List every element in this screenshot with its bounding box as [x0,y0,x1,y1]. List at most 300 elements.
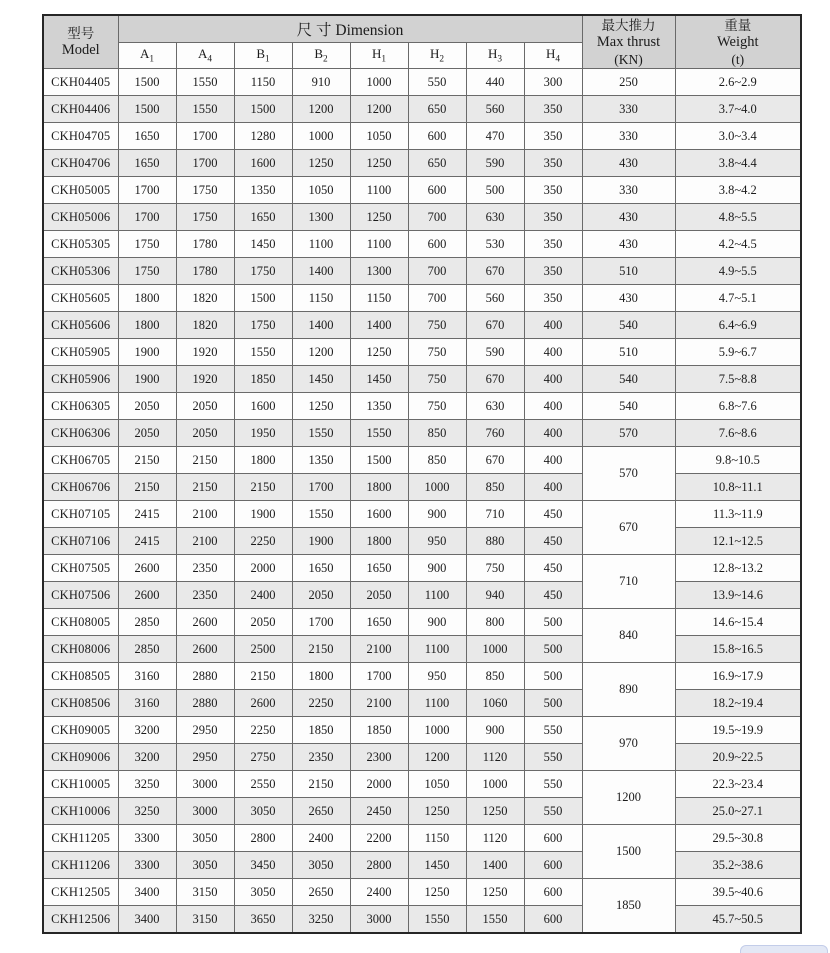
dimension-cell: 2250 [234,528,292,555]
dimension-cell: 1700 [176,123,234,150]
dimension-cell: 500 [524,636,582,663]
table-row [43,744,801,771]
dimension-cell: 2100 [350,636,408,663]
dimension-cell: 1550 [292,501,350,528]
table-row [43,555,801,582]
weight-cell: 35.2~38.6 [675,852,801,879]
dimension-cell: 2600 [118,555,176,582]
dimension-cell: 1550 [408,906,466,934]
table-row [43,96,801,123]
table-row [43,339,801,366]
dimension-cell: 1780 [176,231,234,258]
table-row [43,177,801,204]
model-cell: CKH05305 [43,231,118,258]
dimension-cell: 1750 [234,312,292,339]
dimension-cell: 550 [524,798,582,825]
table-row [43,771,801,798]
dimension-cell: 2800 [350,852,408,879]
dimension-cell: 2100 [176,501,234,528]
dimension-cell: 1800 [234,447,292,474]
dim-subheader-a1: $A_1$ [118,43,176,69]
dimension-cell: 590 [466,150,524,177]
dimension-cell: 2050 [350,582,408,609]
max-thrust-column-header [582,15,675,69]
dimension-cell: 670 [466,312,524,339]
dimension-cell: 3050 [176,825,234,852]
weight-cell: 10.8~11.1 [675,474,801,501]
dimension-cell: 3050 [234,879,292,906]
dimension-cell: 1250 [350,150,408,177]
dimension-group-header [118,15,582,43]
dimension-cell: 3200 [118,717,176,744]
dimension-cell: 2850 [118,609,176,636]
dimension-cell: 1800 [292,663,350,690]
dimension-cell: 1700 [292,474,350,501]
dimension-cell: 3160 [118,690,176,717]
max-thrust-cell: 250 [582,69,675,96]
weight-cell: 19.5~19.9 [675,717,801,744]
dimension-cell: 700 [408,258,466,285]
dimension-cell: 500 [524,690,582,717]
model-cell: CKH05006 [43,204,118,231]
model-cell: CKH07506 [43,582,118,609]
dimension-cell: 1900 [118,339,176,366]
dimension-cell: 670 [466,447,524,474]
dimension-cell: 2250 [292,690,350,717]
dimension-cell: 3300 [118,852,176,879]
model-cell: CKH05005 [43,177,118,204]
dimension-cell: 2000 [234,555,292,582]
dimension-cell: 2800 [234,825,292,852]
dimension-cell: 950 [408,663,466,690]
model-cell: CKH06306 [43,420,118,447]
dimension-cell: 1150 [292,285,350,312]
max-thrust-cell: 430 [582,150,675,177]
dimension-cell: 2650 [292,798,350,825]
dimension-cell: 1920 [176,339,234,366]
dimension-cell: 1820 [176,312,234,339]
dimension-cell: 440 [466,69,524,96]
dimension-cell: 1600 [350,501,408,528]
dimension-cell: 1000 [408,474,466,501]
thrust-header-unit: (KN) [614,51,643,67]
dimension-cell: 590 [466,339,524,366]
weight-cell: 6.4~6.9 [675,312,801,339]
max-thrust-cell: 1200 [582,771,675,825]
model-cell: CKH12505 [43,879,118,906]
dimension-cell: 2550 [234,771,292,798]
table-row [43,582,801,609]
dimension-cell: 1300 [350,258,408,285]
max-thrust-cell: 330 [582,123,675,150]
table-row [43,123,801,150]
model-cell: CKH07505 [43,555,118,582]
dimension-cell: 670 [466,258,524,285]
dimension-cell: 850 [466,663,524,690]
dimension-cell: 2600 [176,609,234,636]
table-row [43,825,801,852]
dimension-cell: 2850 [118,636,176,663]
model-cell: CKH07105 [43,501,118,528]
dimension-cell: 2350 [176,582,234,609]
dimension-cell: 1550 [350,420,408,447]
table-row [43,231,801,258]
dimension-cell: 850 [466,474,524,501]
dimension-cell: 900 [408,609,466,636]
dimension-cell: 3200 [118,744,176,771]
table-row [43,690,801,717]
dimension-cell: 1850 [350,717,408,744]
weight-cell: 5.9~6.7 [675,339,801,366]
dimension-cell: 1750 [176,177,234,204]
dimension-cell: 700 [408,204,466,231]
dimension-cell: 1200 [292,96,350,123]
dimension-cell: 3150 [176,879,234,906]
dimension-cell: 1500 [118,69,176,96]
max-thrust-cell: 540 [582,312,675,339]
dimension-cell: 650 [408,96,466,123]
model-header-en: Model [61,42,100,58]
dimension-cell: 2100 [350,690,408,717]
table-row [43,204,801,231]
dimension-cell: 3400 [118,879,176,906]
dimension-cell: 1250 [466,798,524,825]
model-cell: CKH09006 [43,744,118,771]
weight-cell: 3.0~3.4 [675,123,801,150]
dimension-cell: 500 [524,609,582,636]
dimension-cell: 1050 [292,177,350,204]
dimension-cell: 1750 [234,258,292,285]
table-row [43,285,801,312]
dimension-cell: 1850 [292,717,350,744]
table-row [43,366,801,393]
dimension-cell: 3250 [118,798,176,825]
dimension-cell: 1550 [176,96,234,123]
dimension-cell: 400 [524,474,582,501]
table-row [43,69,801,96]
dimension-cell: 1400 [292,258,350,285]
dimension-cell: 470 [466,123,524,150]
dimension-cell: 630 [466,204,524,231]
dimension-cell: 2600 [118,582,176,609]
dimension-cell: 880 [466,528,524,555]
weight-cell: 4.2~4.5 [675,231,801,258]
dimension-cell: 400 [524,420,582,447]
table-body [43,69,801,934]
weight-cell: 4.7~5.1 [675,285,801,312]
dimension-cell: 3050 [234,798,292,825]
dimension-cell: 1650 [234,204,292,231]
dimension-cell: 550 [524,771,582,798]
dimension-cell: 1250 [292,393,350,420]
dimension-cell: 600 [524,852,582,879]
dimension-cell: 2050 [292,582,350,609]
dimension-cell: 2600 [176,636,234,663]
max-thrust-cell: 710 [582,555,675,609]
dimension-cell: 550 [524,717,582,744]
dimension-cell: 2150 [118,447,176,474]
weight-cell: 7.6~8.6 [675,420,801,447]
dim-subheader-h4: $H_4$ [524,43,582,69]
dimension-cell: 1200 [350,96,408,123]
dimension-cell: 1500 [234,285,292,312]
weight-cell: 20.9~22.5 [675,744,801,771]
dimension-cell: 1400 [350,312,408,339]
dimension-cell: 1500 [350,447,408,474]
dimension-cell: 450 [524,555,582,582]
dimension-cell: 3150 [176,906,234,934]
dimension-cell: 1350 [350,393,408,420]
weight-cell: 16.9~17.9 [675,663,801,690]
dimension-cell: 2450 [350,798,408,825]
dimension-cell: 1250 [350,339,408,366]
max-thrust-cell: 570 [582,447,675,501]
model-cell: CKH04406 [43,96,118,123]
dimension-cell: 530 [466,231,524,258]
dimension-cell: 1850 [234,366,292,393]
dimension-cell: 600 [408,177,466,204]
dimension-cell: 1650 [350,609,408,636]
dimension-cell: 400 [524,447,582,474]
dimension-header-label: 尺 寸 Dimension [296,22,404,39]
model-cell: CKH05905 [43,339,118,366]
dimension-cell: 1800 [118,312,176,339]
dimension-cell: 1150 [408,825,466,852]
dimension-cell: 1750 [118,231,176,258]
dimension-cell: 3000 [350,906,408,934]
dimension-cell: 350 [524,123,582,150]
model-cell: CKH06706 [43,474,118,501]
dimension-cell: 750 [408,393,466,420]
dimension-cell: 2950 [176,717,234,744]
max-thrust-cell: 1850 [582,879,675,934]
weight-cell: 18.2~19.4 [675,690,801,717]
header-row-top [43,15,801,43]
dimension-cell: 2150 [118,474,176,501]
weight-cell: 12.8~13.2 [675,555,801,582]
dimension-cell: 1100 [408,690,466,717]
dimension-cell: 1250 [466,879,524,906]
table-row [43,393,801,420]
dimension-cell: 760 [466,420,524,447]
dimension-cell: 1100 [408,582,466,609]
dim-subheader-h2: $H_2$ [408,43,466,69]
weight-cell: 3.7~4.0 [675,96,801,123]
dimension-cell: 2400 [234,582,292,609]
dimension-cell: 750 [408,366,466,393]
dimension-cell: 1100 [408,636,466,663]
weight-cell: 29.5~30.8 [675,825,801,852]
dimension-cell: 1650 [292,555,350,582]
dimension-cell: 2150 [292,636,350,663]
weight-cell: 13.9~14.6 [675,582,801,609]
dimension-cell: 350 [524,150,582,177]
dimension-cell: 1050 [350,123,408,150]
dimension-cell: 650 [408,150,466,177]
dimension-cell: 2050 [118,393,176,420]
dimension-cell: 1280 [234,123,292,150]
max-thrust-cell: 840 [582,609,675,663]
dimension-cell: 300 [524,69,582,96]
dimension-cell: 1060 [466,690,524,717]
max-thrust-cell: 570 [582,420,675,447]
dimension-cell: 350 [524,177,582,204]
dimension-cell: 900 [408,501,466,528]
dimension-cell: 1500 [118,96,176,123]
dimension-cell: 2400 [350,879,408,906]
model-cell: CKH04706 [43,150,118,177]
dimension-cell: 560 [466,96,524,123]
dimension-cell: 2415 [118,528,176,555]
dimension-cell: 1450 [350,366,408,393]
max-thrust-cell: 540 [582,393,675,420]
dimension-cell: 600 [524,906,582,934]
table-row [43,528,801,555]
table-row [43,258,801,285]
dimension-cell: 1150 [234,69,292,96]
dimension-cell: 400 [524,366,582,393]
dimension-cell: 940 [466,582,524,609]
max-thrust-cell: 430 [582,231,675,258]
dimension-cell: 2600 [234,690,292,717]
dimension-cell: 3650 [234,906,292,934]
dimension-cell: 1500 [234,96,292,123]
dimension-cell: 400 [524,339,582,366]
dimension-cell: 1250 [408,798,466,825]
model-cell: CKH08006 [43,636,118,663]
dimension-cell: 1550 [234,339,292,366]
dimension-cell: 3000 [176,771,234,798]
weight-cell: 14.6~15.4 [675,609,801,636]
dimension-cell: 1250 [292,150,350,177]
dimension-cell: 2150 [234,474,292,501]
max-thrust-cell: 510 [582,339,675,366]
max-thrust-cell: 430 [582,204,675,231]
dimension-cell: 850 [408,447,466,474]
model-cell: CKH08506 [43,690,118,717]
table-row [43,663,801,690]
weight-cell: 4.8~5.5 [675,204,801,231]
dimension-cell: 2250 [234,717,292,744]
dimension-cell: 600 [524,879,582,906]
dimension-cell: 350 [524,96,582,123]
model-cell: CKH05906 [43,366,118,393]
weight-cell: 11.3~11.9 [675,501,801,528]
dimension-cell: 450 [524,528,582,555]
dimension-cell: 2050 [176,420,234,447]
dimension-cell: 630 [466,393,524,420]
dimension-cell: 1550 [292,420,350,447]
weight-cell: 22.3~23.4 [675,771,801,798]
dimension-cell: 3000 [176,798,234,825]
dimension-cell: 3300 [118,825,176,852]
bottom-right-cutoff-widget[interactable] [740,945,828,953]
dimension-cell: 1400 [292,312,350,339]
dimension-cell: 1000 [292,123,350,150]
dimension-cell: 1900 [118,366,176,393]
model-cell: CKH04705 [43,123,118,150]
dimension-cell: 1100 [292,231,350,258]
dimension-cell: 2350 [292,744,350,771]
dimension-cell: 1700 [118,204,176,231]
weight-cell: 12.1~12.5 [675,528,801,555]
dimension-cell: 450 [524,582,582,609]
dimension-cell: 2880 [176,663,234,690]
table-row [43,609,801,636]
dimension-cell: 1400 [466,852,524,879]
model-column-header [43,15,118,69]
dimension-cell: 950 [408,528,466,555]
dimension-cell: 1780 [176,258,234,285]
weight-cell: 2.6~2.9 [675,69,801,96]
dimension-cell: 2150 [292,771,350,798]
dimension-cell: 2650 [292,879,350,906]
table-row [43,447,801,474]
model-cell: CKH08005 [43,609,118,636]
model-cell: CKH08505 [43,663,118,690]
dimension-cell: 1650 [350,555,408,582]
dimension-cell: 1200 [408,744,466,771]
dimension-cell: 700 [408,285,466,312]
table-row [43,906,801,934]
dimension-cell: 2000 [350,771,408,798]
dimension-cell: 1450 [292,366,350,393]
dimension-cell: 3050 [176,852,234,879]
dimension-cell: 3250 [292,906,350,934]
dimension-cell: 2100 [176,528,234,555]
dimension-cell: 2750 [234,744,292,771]
table-row [43,852,801,879]
dimension-cell: 2350 [176,555,234,582]
model-cell: CKH06305 [43,393,118,420]
dimension-cell: 2150 [234,663,292,690]
model-cell: CKH09005 [43,717,118,744]
dimension-cell: 2050 [118,420,176,447]
weight-cell: 9.8~10.5 [675,447,801,474]
model-cell: CKH07106 [43,528,118,555]
dimension-cell: 1800 [350,474,408,501]
table-header [43,15,801,69]
dimension-cell: 1000 [350,69,408,96]
dimension-cell: 400 [524,312,582,339]
dimension-cell: 1100 [350,231,408,258]
table-row [43,150,801,177]
dimension-cell: 1650 [118,150,176,177]
weight-header-unit: (t) [731,51,745,67]
dimension-cell: 1820 [176,285,234,312]
dimension-cell: 1920 [176,366,234,393]
model-cell: CKH12506 [43,906,118,934]
dimension-cell: 2050 [176,393,234,420]
dimension-cell: 1600 [234,393,292,420]
max-thrust-cell: 430 [582,285,675,312]
dimension-cell: 1600 [234,150,292,177]
dimension-cell: 1700 [292,609,350,636]
max-thrust-cell: 970 [582,717,675,771]
dimension-cell: 400 [524,393,582,420]
weight-cell: 45.7~50.5 [675,906,801,934]
weight-cell: 3.8~4.4 [675,150,801,177]
dimension-cell: 450 [524,501,582,528]
dimension-cell: 900 [466,717,524,744]
dimension-cell: 1000 [408,717,466,744]
dimension-cell: 560 [466,285,524,312]
dimension-cell: 3450 [234,852,292,879]
dimension-cell: 1700 [176,150,234,177]
dimension-cell: 1900 [234,501,292,528]
dimension-cell: 1250 [408,879,466,906]
dimension-cell: 1100 [350,177,408,204]
